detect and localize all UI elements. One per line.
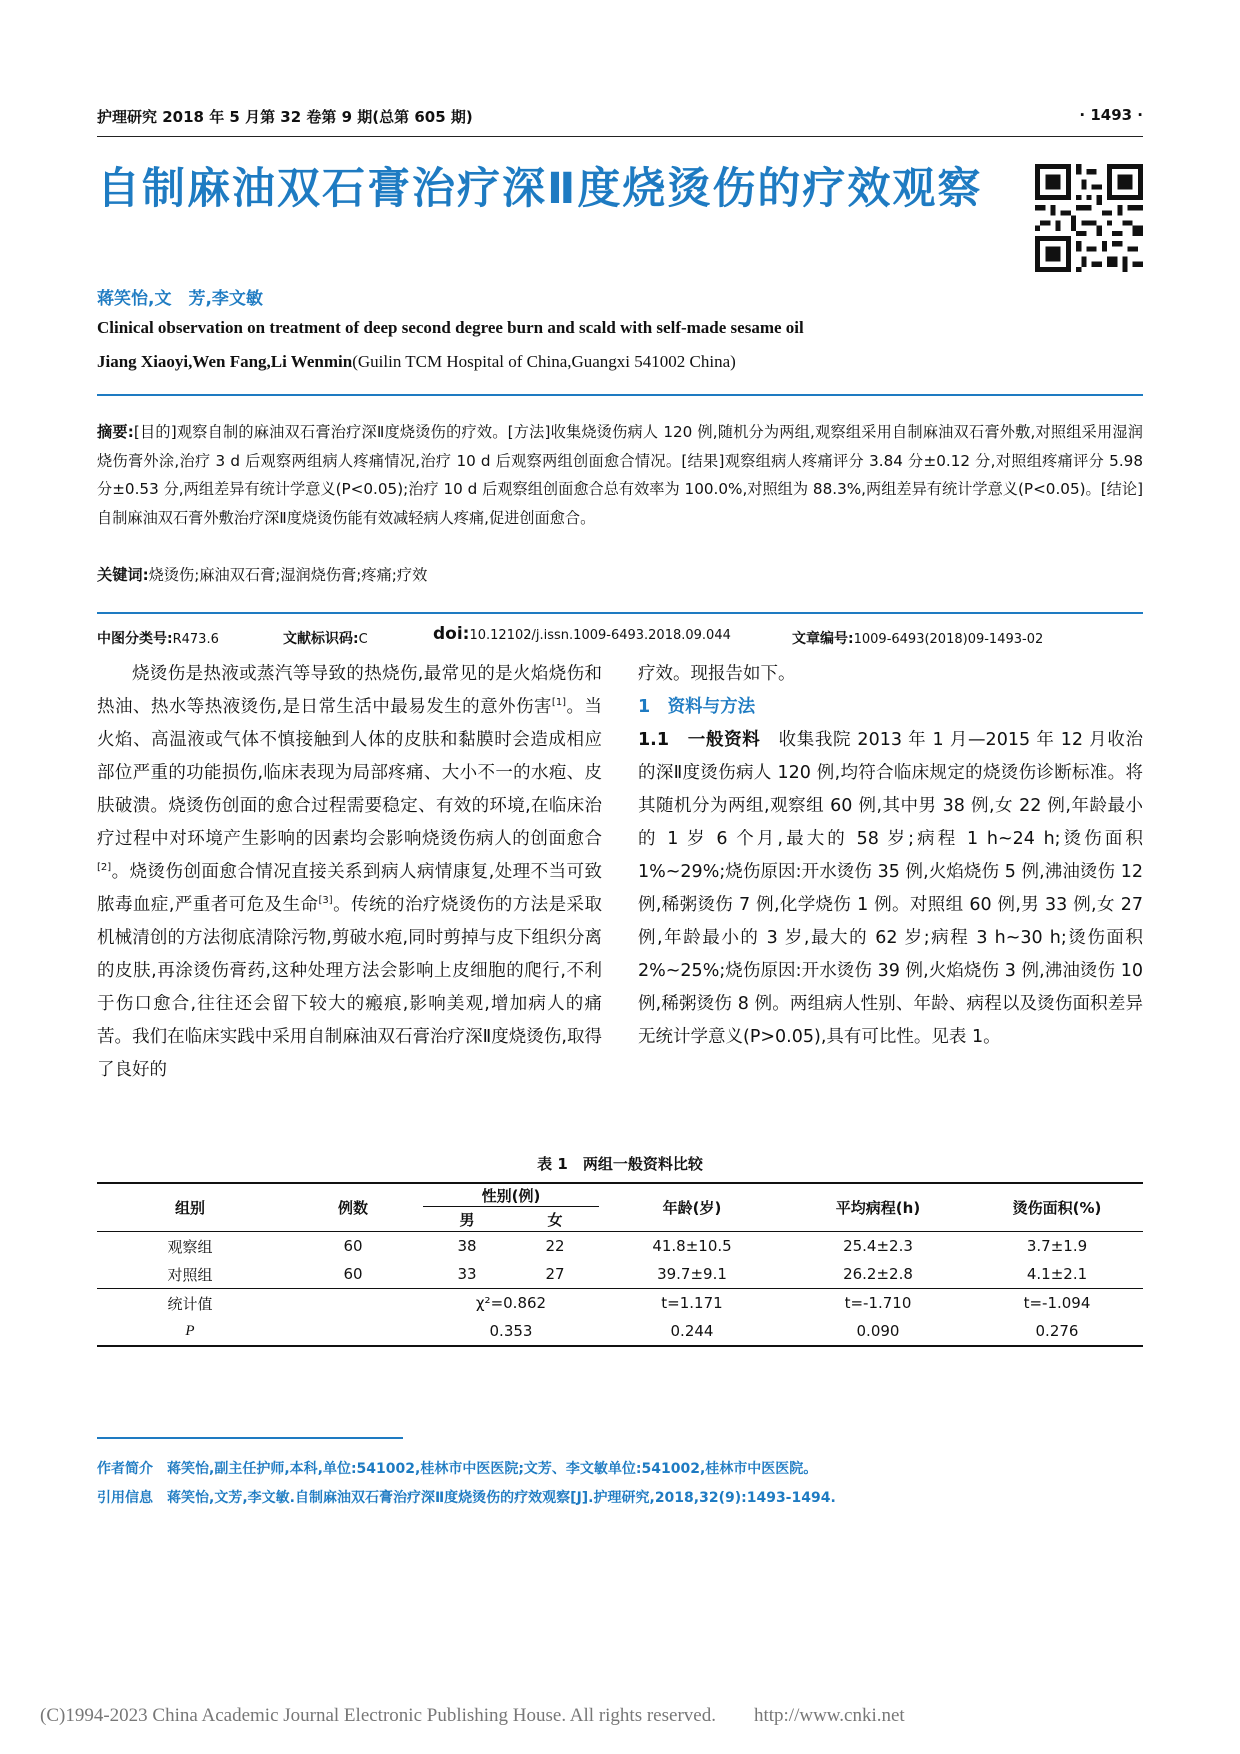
intro-text-2: 。当火焰、高温液或气体不慎接触到人体的皮肤和黏膜时会造成相应部位严重的功能损伤,临床表现为局部疼痛、大小不一的水疱、皮肤破溃。烧烫伤创面的愈合过程需要稳定、有效的环境,在临床治疗过程中对环境产生影响的因素均会影响烧烫伤病人的创面愈合 (97, 697, 603, 849)
intro-text-4: 。传统的治疗烧烫伤的方法是采取机械清创的方法彻底清除污物,剪破水疱,同时剪掉与皮下组织分离的皮肤,再涂烫伤膏药,这种处理方法会影响上皮细胞的爬行,不利于伤口愈合,往往还会留下较大的瘢痕,影响美观,增加病人的痛苦。我们在临床实践中采用自制麻油双石膏治疗深Ⅱ度烧烫伤,取得了良好的 (97, 895, 603, 1080)
footnote-rule (97, 1437, 403, 1439)
header-age: 年龄(岁) (599, 1183, 785, 1232)
article-number (792, 628, 1043, 648)
cell-cases: 60 (283, 1232, 423, 1261)
cell-stat-label: 统计值 (97, 1289, 283, 1318)
general-data-text: 收集我院 2013 年 1 月—2015 年 12 月收治的深Ⅱ度烫伤病人 120 例,均符合临床规定的烧烫伤诊断标准。将其随机分为两组,观察组 60 例,其中男 38 例,女 22 例,年龄最小的 1 岁 6 个月,最大的 58 岁;病程 1 h~24 h;烫伤面积 1%~29%;烧伤原因:开水烫伤 35 例,火焰烧伤 5 例,沸油烫伤 12 例,稀粥烫伤 7 例,化学烧伤 1 例。对照组 60 例,男 33 例,女 27 例,年龄最小的 3 岁,最大的 62 岁;病程 3 h~30 h;烫伤面积 2%~25%;烧伤原因:开水烫伤 39 例,火焰烧伤 3 例,沸油烫伤 10 例,稀粥烫伤 8 例。两组病人性别、年龄、病程以及烫伤面积差异无统计学意义(P>0.05),具有可比性。见表 1。 (638, 730, 1143, 1047)
table-row (97, 1232, 1143, 1261)
page-number: · 1493 · (1079, 106, 1143, 124)
abstract-top-rule (97, 394, 1143, 396)
header-cases: 例数 (283, 1183, 423, 1232)
cell-duration: 26.2±2.8 (843, 1265, 913, 1283)
author-note-text: 蒋笑怡,副主任护师,本科,单位:541002,桂林市中医医院;文芳、李文敏单位:541002,桂林市中医医院。 (167, 1461, 818, 1477)
cell-group: 观察组 (97, 1232, 283, 1261)
author-note-label: 作者简介 (97, 1461, 153, 1477)
doc-code-label: 文献标识码: (283, 631, 359, 647)
intro-text-1: 烧烫伤是热液或蒸汽等导致的热烧伤,最常见的是火焰烧伤和热油、热水等热液烫伤,是日常生活中最易发生的意外伤害 (97, 664, 602, 717)
cell-p-label: P (97, 1317, 283, 1346)
cell-group: 对照组 (167, 1265, 213, 1284)
authors-english-names: Jiang Xiaoyi,Wen Fang,Li Wenmin (97, 352, 353, 371)
header-sex: 性别(例) (423, 1183, 599, 1207)
cell-female: 27 (545, 1265, 565, 1283)
qr-code-icon (1035, 164, 1143, 272)
clc-label: 中图分类号: (97, 631, 173, 647)
keywords (97, 564, 427, 585)
clc-value: R473.6 (172, 632, 219, 647)
keywords-text: 烧烫伤;麻油双石膏;湿润烧伤膏;疼痛;疗效 (148, 566, 428, 584)
clc-number (97, 628, 219, 648)
body-column-left (97, 658, 602, 1087)
cell-empty (283, 1317, 423, 1346)
citation-text: 蒋笑怡,文芳,李文敏.自制麻油双石膏治疗深Ⅱ度烧烫伤的疗效观察[J].护理研究,2018,32(9):1493-1494. (167, 1490, 836, 1506)
document-code (283, 628, 368, 648)
header-area: 烫伤面积(%) (971, 1183, 1143, 1232)
cell-stat-sex: χ²=0.862 (423, 1289, 599, 1318)
table-p-row (97, 1317, 1143, 1346)
abstract-label: 摘要: (97, 423, 134, 441)
authors-english (97, 352, 736, 372)
authors-chinese: 蒋笑怡,文 芳,李文敏 (97, 289, 263, 309)
cell-stat-area: t=-1.094 (971, 1289, 1143, 1318)
cell-male: 38 (423, 1232, 511, 1261)
intro-text-3: 。烧烫伤创面愈合情况直接关系到病人病情康复,处理不当可致脓毒血症,严重者可危及生命 (97, 862, 602, 915)
abstract-text: [目的]观察自制的麻油双石膏治疗深Ⅱ度烧烫伤的疗效。[方法]收集烧烫伤病人 120 例,随机分为两组,观察组采用自制麻油双石膏外敷,对照组采用湿润烧伤膏外涂,治疗 3 d 后观察两组病人疼痛情况,治疗 10 d 后观察两组创面愈合情况。[结果]观察组病人疼痛评分 3.84 分±0.12 分,对照组疼痛评分 5.98 分±0.53 分,两组差异有统计学意义(P<0.05);治疗 10 d 后观察组创面愈合总有效率为 100.0%,对照组为 88.3%,两组差异有统计学意义(P<0.05)。[结论]自制麻油双石膏外敷治疗深Ⅱ度烧烫伤能有效减轻病人疼痛,促进创面愈合。 (97, 423, 1143, 527)
title-english: Clinical observation on treatment of deep second degree burn and scald with self-made sesame oil (97, 318, 804, 337)
table-caption: 表 1 两组一般资料比较 (537, 1155, 703, 1173)
cell-p-duration: 0.090 (785, 1317, 971, 1346)
header-female: 女 (547, 1210, 563, 1229)
data-table (97, 1182, 1143, 1347)
subsection-heading: 1.1 一般资料 (638, 730, 761, 750)
general-data-paragraph (638, 724, 1143, 1054)
cell-stat-duration: t=-1.710 (785, 1289, 971, 1318)
doi-value: 10.12102/j.issn.1009-6493.2018.09.044 (469, 628, 731, 643)
intro-paragraph (97, 658, 602, 1087)
cell-area: 3.7±1.9 (971, 1232, 1143, 1261)
cell-p-area: 0.276 (971, 1317, 1143, 1346)
cell-female: 22 (511, 1232, 599, 1261)
copyright-notice: (C)1994-2023 China Academic Journal Electronic Publishing House. All rights reserved. http://www.cnki.net (40, 1705, 905, 1726)
article-title: 自制麻油双石膏治疗深Ⅱ度烧烫伤的疗效观察 (97, 164, 983, 214)
doi (433, 624, 731, 644)
cell-p-sex: 0.353 (423, 1317, 599, 1346)
table-row (97, 1260, 1143, 1289)
intro-end: 疗效。现报告如下。 (638, 664, 796, 684)
cell-male: 33 (457, 1265, 477, 1283)
abstract (97, 418, 1143, 532)
cell-cases: 60 (343, 1265, 363, 1283)
cell-age: 39.7±9.1 (657, 1265, 727, 1283)
article-no-label: 文章编号: (792, 631, 854, 647)
article-no-value: 1009-6493(2018)09-1493-02 (853, 632, 1044, 647)
header-rule (97, 136, 1143, 137)
affiliation-english: (Guilin TCM Hospital of China,Guangxi 541002 China) (352, 352, 736, 371)
reference-2: [2] (97, 862, 112, 874)
citation-note (97, 1487, 836, 1507)
header-male: 男 (459, 1210, 475, 1229)
citation-label: 引用信息 (97, 1490, 153, 1506)
author-note (97, 1458, 817, 1478)
section-heading: 1 资料与方法 (638, 697, 756, 717)
body-column-right (638, 658, 1143, 1054)
header-duration: 平均病程(h) (785, 1183, 971, 1232)
table-stat-row (97, 1289, 1143, 1318)
cell-age: 41.8±10.5 (599, 1232, 785, 1261)
cell-stat-age: t=1.171 (599, 1289, 785, 1318)
cell-empty (283, 1289, 423, 1318)
cell-duration: 25.4±2.3 (785, 1232, 971, 1261)
abstract-bottom-rule (97, 612, 1143, 614)
reference-1: [1] (551, 697, 567, 709)
cell-p-age: 0.244 (599, 1317, 785, 1346)
doi-label: doi: (433, 624, 470, 644)
header-group: 组别 (97, 1183, 283, 1232)
keywords-label: 关键词: (97, 566, 149, 584)
doc-code-value: C (358, 632, 368, 647)
journal-header: 护理研究 2018 年 5 月第 32 卷第 9 期(总第 605 期) (97, 108, 473, 126)
reference-3: [3] (318, 895, 333, 907)
cell-area: 4.1±2.1 (1026, 1265, 1088, 1283)
